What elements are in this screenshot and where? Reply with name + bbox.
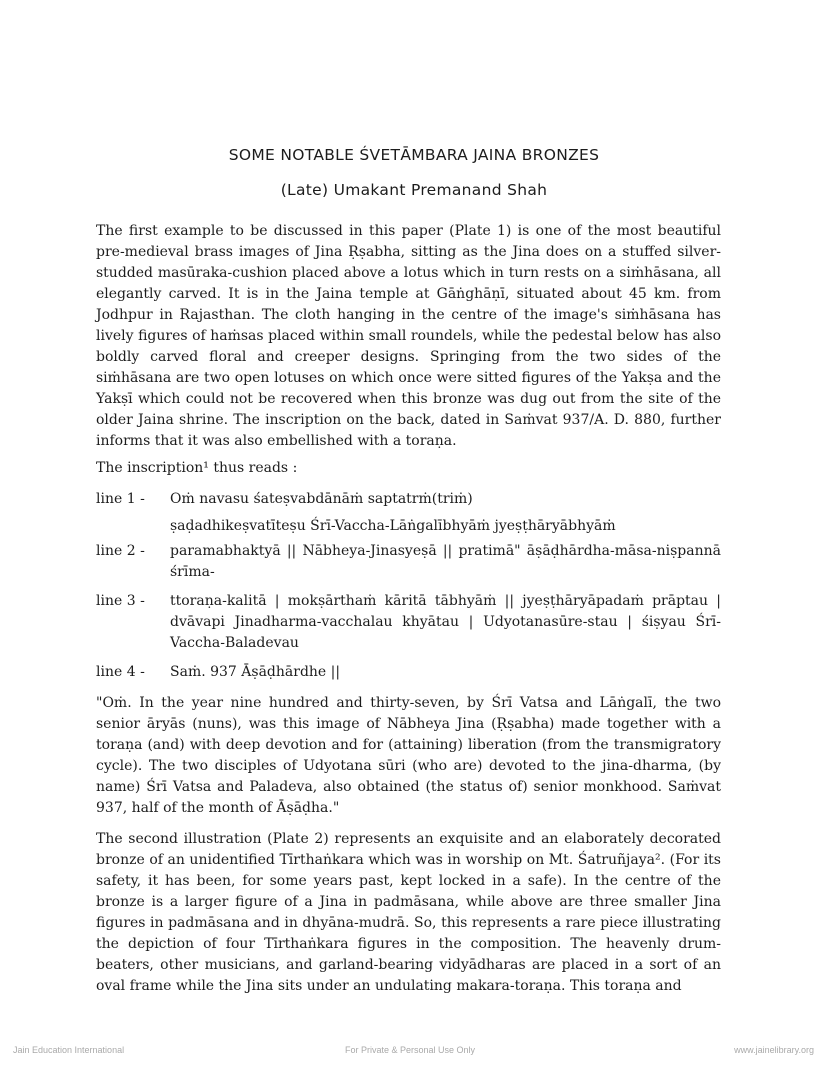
footer-usage-note: For Private & Personal Use Only bbox=[345, 1045, 476, 1055]
footer-website: www.jainelibrary.org bbox=[734, 1045, 814, 1055]
inscription-line-4 bbox=[96, 662, 721, 683]
inscription-text: Saṁ. 937 Āṣāḍhārdhe || bbox=[170, 664, 341, 680]
inscription-text: ttoraṇa-kalitā | mokṣārthaṁ kāritā tābhyāṁ || jyeṣṭhāryāpadaṁ prāptau | dvāvapi Jinadharma-vacchalau khyātau | Udyotanasūre-stau | śiṣyau Śrī-Vaccha-Baladevau bbox=[170, 593, 721, 651]
article-title: SOME NOTABLE ŚVETĀMBARA JAINA BRONZES bbox=[228, 146, 600, 164]
inscription-line-label: line 2 - bbox=[96, 543, 145, 559]
inscription-line-1 bbox=[96, 489, 721, 537]
inscription-line-2 bbox=[96, 541, 721, 583]
inscription-line-label: line 1 - bbox=[96, 491, 145, 507]
article-author: (Late) Umakant Premanand Shah bbox=[280, 181, 548, 199]
paragraph-2: The second illustration (Plate 2) represents an exquisite and an elaborately decorated bronze of an unidentified Tīrthaṅkara which was in worship on Mt. Śatruñjaya². (For its safety, it has been, for some years past, kept locked in a safe). In the centre of the bronze is a larger figure of a Jina in padmāsana, while above are three smaller Jina figures in padmāsana and in dhyāna-mudrā. So, this represents a rare piece illustrating the depiction of four Tīrthaṅkara figures in the composition. The heavenly drum-beaters, other musicians, and garland-bearing vidyādharas are placed in a sort of an oval frame while the Jina sits under an undulating makara-toraṇa. This toraṇa and bbox=[96, 831, 721, 994]
footer-publisher: Jain Education International bbox=[13, 1045, 125, 1055]
inscription-text: paramabhaktyā || Nābheya-Jinasyeṣā || pratimā" āṣāḍhārdha-māsa-niṣpannā śrīma- bbox=[170, 543, 721, 580]
paragraph-1: The first example to be discussed in this paper (Plate 1) is one of the most beautiful pre-medieval brass images of Jina Ṛṣabha, sitting as the Jina does on a stuffed silver-studded masūraka-cushion placed above a lotus which in turn rests on a siṁhāsana, all elegantly carved. It is in the Jaina temple at Gāṅghāṇī, situated about 45 km. from Jodhpur in Rajasthan. The cloth hanging in the centre of the image's siṁhāsana has lively figures of haṁsas placed within small roundels, while the pedestal below has also boldly carved floral and creeper designs. Springing from the two sides of the siṁhāsana are two open lotuses on which once were sitted figures of the Yakṣa and the Yakṣī which could not be recovered when this bronze was dug out from the site of the older Jaina shrine. The inscription on the back, dated in Saṁvat 937/A. D. 880, further informs that it was also embellished with a toraṇa. bbox=[96, 223, 721, 449]
article-body bbox=[96, 221, 721, 997]
inscription-continuation: ṣaḍadhikeṣvatīteṣu Śrī-Vaccha-Lāṅgalībhyāṁ jyeṣṭhāryābhyāṁ bbox=[170, 518, 616, 534]
inscription-intro: The inscription¹ thus reads : bbox=[96, 460, 298, 476]
inscription-line-label: line 3 - bbox=[96, 593, 145, 609]
inscription-text: Oṁ navasu śateṣvabdānāṁ saptatrṁ(triṁ) bbox=[170, 491, 473, 507]
inscription-translation: "Oṁ. In the year nine hundred and thirty-seven, by Śrī Vatsa and Lāṅgalī, the two senior āryās (nuns), was this image of Nābheya Jina (Ṛṣabha) made together with a toraṇa (and) with deep devotion and for (attaining) liberation (from the transmigratory cycle). The two disciples of Udyotana sūri (who are) devoted to the jina-dharma, (by name) Śrī Vatsa and Paladeva, also obtained (the status of) senior monkhood. Saṁvat 937, half of the month of Āṣāḍha." bbox=[96, 695, 721, 816]
inscription-line-label: line 4 - bbox=[96, 664, 145, 680]
inscription-line-3 bbox=[96, 591, 721, 654]
